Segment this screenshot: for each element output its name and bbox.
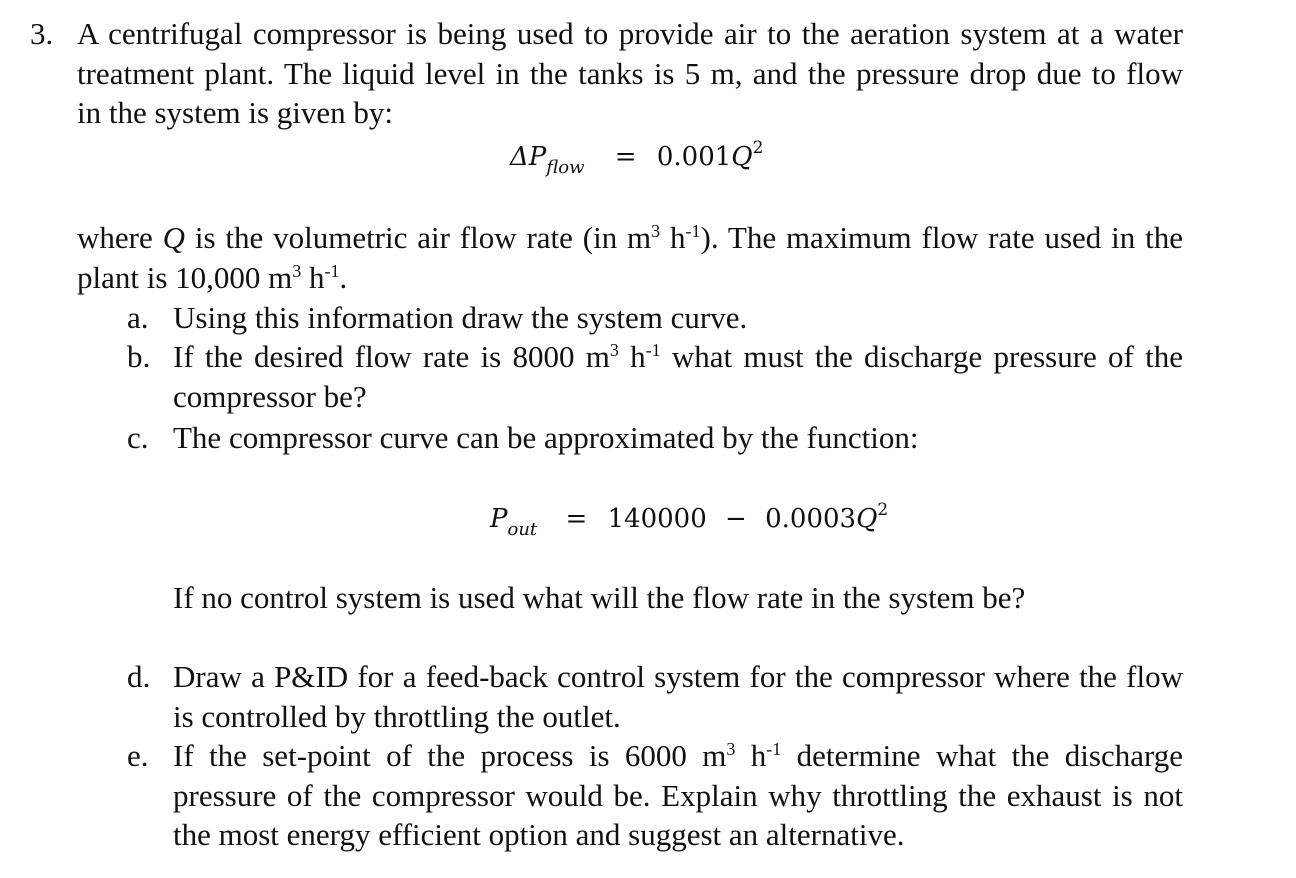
part-e-line-3: the most energy efficient option and suggest an alternative.	[173, 817, 905, 852]
var-q: Q	[162, 220, 185, 255]
part-a-label: a.	[127, 300, 149, 335]
eq2-coeff: 0.0003	[765, 504, 857, 534]
eq2-var: Q	[856, 504, 878, 534]
part-b-label: b.	[127, 339, 151, 374]
pressure-drop-equation	[510, 138, 763, 178]
eq2-lhs-subscript: out	[507, 519, 538, 540]
eq1-equals: =	[614, 142, 637, 172]
part-a-text: Using this information draw the system curve.	[173, 300, 748, 335]
eq1-var: Q	[731, 142, 753, 172]
where-paragraph	[77, 218, 1183, 297]
part-b-line-1: If the desired flow rate is 8000 $m^3$ $h^{-1}$ what must the discharge pressure of the	[173, 339, 1183, 374]
eq2-exp: 2	[877, 500, 889, 520]
eq2-lhs-symbol: P	[490, 504, 508, 534]
compressor-curve-equation	[490, 500, 888, 540]
part-d-text	[173, 657, 1183, 736]
eq1-coeff: 0.001	[656, 142, 732, 172]
part-c-followup: If no control system is used what will the flow rate in the system be?	[173, 580, 1026, 615]
stem-line-2: treatment plant. The liquid level in the tanks is 5 m, and the pressure drop due to flow	[77, 55, 1183, 91]
where-line-2: plant is 10,000 $m^3$ $h^{-1}$.	[77, 259, 348, 295]
question-stem	[77, 14, 1183, 133]
part-c-text: The compressor curve can be approximated by the function:	[173, 420, 919, 455]
part-e-text	[173, 736, 1183, 855]
eq2-const: 140000	[607, 504, 707, 534]
part-b-line-2: compressor be?	[173, 378, 367, 414]
eq1-lhs-subscript: flow	[546, 157, 585, 178]
part-e-label: e.	[127, 738, 149, 773]
stem-line-3: in the system is given by:	[77, 95, 394, 130]
part-d-line-2: is controlled by throttling the outlet.	[173, 698, 621, 734]
part-e-line-1: If the set-point of the process is 6000 $m^3$ $h^{-1}$ determine what the discharge	[173, 738, 1183, 773]
part-b-text	[173, 337, 1183, 416]
question-number: 3.	[30, 16, 54, 51]
stem-line-1: A centrifugal compressor is being used to provide air to the aeration system at a water	[77, 16, 1183, 51]
eq2-equals: =	[565, 504, 588, 534]
where-line-1: where Q is the volumetric air flow rate (in $m^3$ $h^{-1}$). The maximum flow rate used in the	[77, 220, 1184, 255]
part-c-label: c.	[127, 420, 149, 455]
eq1-exp: 2	[752, 138, 764, 158]
eq2-minus: −	[725, 504, 747, 534]
part-e-line-2: pressure of the compressor would be. Explain why throttling the exhaust is not	[173, 777, 1183, 813]
part-d-line-1: Draw a P&ID for a feed-back control system for the compressor where the flow	[173, 659, 1183, 694]
part-d-label: d.	[127, 659, 151, 694]
eq1-lhs-symbol: ΔP	[510, 142, 547, 172]
